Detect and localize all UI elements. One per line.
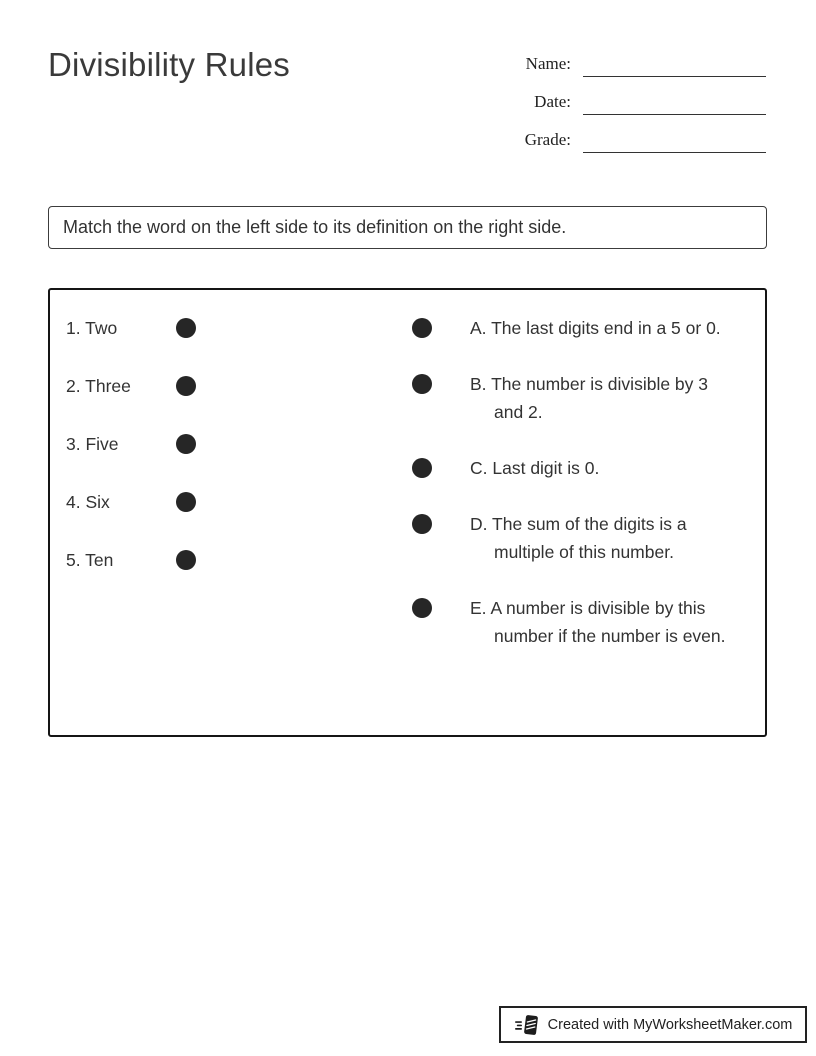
worksheet-maker-logo-icon bbox=[514, 1012, 540, 1038]
name-input-line[interactable] bbox=[583, 53, 766, 77]
item-word: Five bbox=[85, 434, 119, 454]
item-definition: The number is divisible by 3 and 2. bbox=[491, 374, 708, 422]
definition-text bbox=[470, 510, 732, 566]
item-definition: The last digits end in a 5 or 0. bbox=[491, 318, 721, 338]
match-right-column bbox=[412, 314, 732, 678]
list-item bbox=[66, 488, 196, 516]
match-dot-left-3[interactable] bbox=[176, 434, 196, 454]
item-letter: D. bbox=[470, 514, 488, 534]
definition-text bbox=[470, 454, 732, 482]
list-item bbox=[412, 454, 732, 482]
name-label: Name: bbox=[525, 54, 571, 73]
matching-exercise-box bbox=[48, 288, 767, 737]
match-left-column bbox=[66, 314, 196, 604]
left-item-label bbox=[66, 546, 176, 574]
definition-text bbox=[470, 594, 732, 650]
list-item bbox=[412, 594, 732, 650]
match-dot-left-4[interactable] bbox=[176, 492, 196, 512]
list-item bbox=[66, 314, 196, 342]
item-word: Six bbox=[85, 492, 110, 512]
item-letter: E. bbox=[470, 598, 487, 618]
match-dot-right-d[interactable] bbox=[412, 514, 432, 534]
item-letter: B. bbox=[470, 374, 487, 394]
left-item-label bbox=[66, 372, 176, 400]
list-item bbox=[412, 370, 732, 426]
grade-input-line[interactable] bbox=[583, 129, 766, 153]
grade-label: Grade: bbox=[524, 130, 571, 149]
match-dot-right-a[interactable] bbox=[412, 318, 432, 338]
instruction-box bbox=[48, 206, 767, 249]
item-number: 2. bbox=[66, 376, 81, 396]
item-number: 5. bbox=[66, 550, 81, 570]
date-input-line[interactable] bbox=[583, 91, 766, 115]
item-number: 4. bbox=[66, 492, 81, 512]
item-definition: A number is divisible by this number if the number is even. bbox=[490, 598, 726, 646]
match-dot-left-5[interactable] bbox=[176, 550, 196, 570]
item-number: 3. bbox=[66, 434, 81, 454]
item-definition: Last digit is 0. bbox=[492, 458, 600, 478]
page-title: Divisibility Rules bbox=[48, 46, 290, 83]
credit-badge bbox=[499, 1006, 807, 1043]
list-item bbox=[66, 372, 196, 400]
item-letter: A. bbox=[470, 318, 487, 338]
left-item-label bbox=[66, 430, 176, 458]
left-item-label bbox=[66, 314, 176, 342]
match-dot-right-b[interactable] bbox=[412, 374, 432, 394]
name-field-row bbox=[479, 39, 767, 77]
definition-text bbox=[470, 370, 732, 426]
list-item bbox=[66, 430, 196, 458]
credit-text: Created with MyWorksheetMaker.com bbox=[547, 1016, 793, 1033]
item-number: 1. bbox=[66, 318, 81, 338]
date-field-row bbox=[479, 77, 767, 115]
item-definition: The sum of the digits is a multiple of this number. bbox=[492, 514, 687, 562]
left-item-label bbox=[66, 488, 176, 516]
list-item bbox=[412, 314, 732, 342]
list-item bbox=[66, 546, 196, 574]
list-item bbox=[412, 510, 732, 566]
match-dot-right-c[interactable] bbox=[412, 458, 432, 478]
item-letter: C. bbox=[470, 458, 488, 478]
item-word: Ten bbox=[85, 550, 114, 570]
match-dot-left-2[interactable] bbox=[176, 376, 196, 396]
definition-text bbox=[470, 314, 732, 342]
item-word: Two bbox=[85, 318, 118, 338]
instruction-text: Match the word on the left side to its definition on the right side. bbox=[63, 217, 567, 237]
match-dot-left-1[interactable] bbox=[176, 318, 196, 338]
item-word: Three bbox=[85, 376, 131, 396]
grade-field-row bbox=[479, 115, 767, 153]
header-fields bbox=[479, 39, 767, 153]
match-dot-right-e[interactable] bbox=[412, 598, 432, 618]
date-label: Date: bbox=[534, 92, 571, 111]
